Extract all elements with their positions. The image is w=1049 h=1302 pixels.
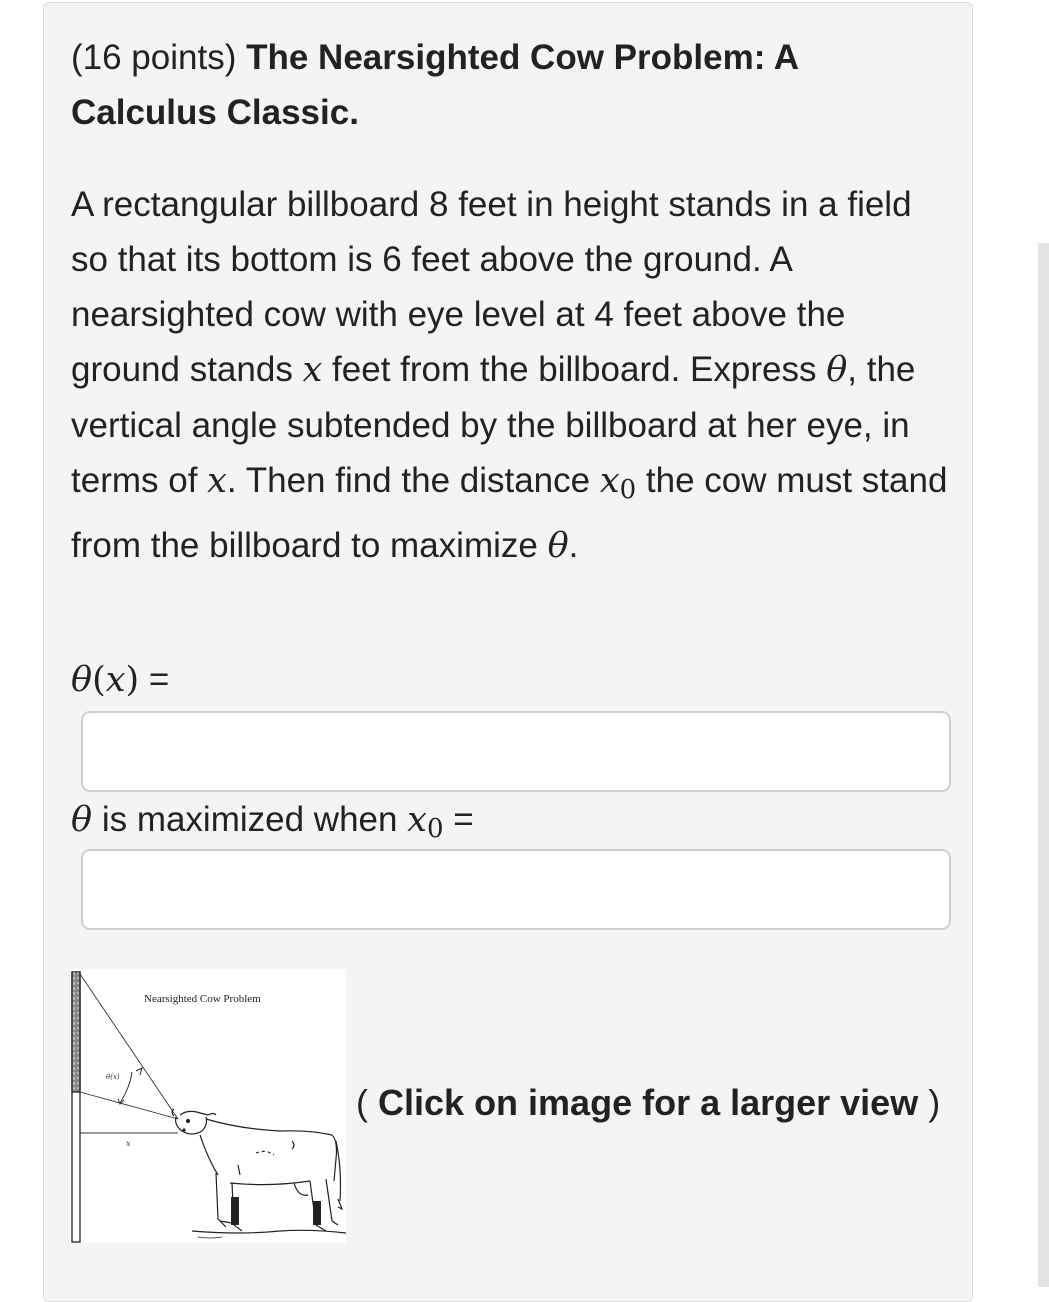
billboard-panel [72, 972, 80, 1092]
math-theta: θ [826, 350, 848, 390]
problem-title: The Nearsighted Cow Problem: A Calculus Classic. [71, 38, 798, 132]
theta-answer-input[interactable] [81, 711, 951, 792]
angle-arc [120, 1072, 132, 1103]
problem-text-4: . Then find the distance [226, 461, 591, 500]
question-title [71, 30, 931, 140]
problem-text-5: the cow must stand from the billboard to maximize [71, 461, 948, 565]
math-x: x [302, 350, 323, 390]
theta-of-x-label [71, 655, 169, 705]
problem-text-6: . [568, 526, 579, 565]
leg-shadow [313, 1201, 321, 1225]
problem-text-1: A rectangular billboard 8 feet in height stands in a field so that its bottom is 6 feet above the ground. A nearsighted cow with eye level at 4 feet above the ground stands [71, 185, 912, 389]
math-x0-subscript: 0 [619, 475, 637, 505]
math-x: x [105, 660, 126, 700]
sight-line-bottom [80, 1092, 178, 1119]
maximized-text: is maximized when [101, 800, 398, 839]
x-label: x [126, 1139, 131, 1148]
math-theta: θ [71, 800, 93, 840]
math-x: x [207, 461, 227, 501]
points-label: (16 points) [71, 38, 237, 77]
math-theta: θ [71, 660, 93, 700]
maximized-label [71, 795, 474, 854]
problem-text-3: , the vertical angle subtended by the billboard at her eye, in terms of [71, 350, 916, 500]
math-x0: x [599, 461, 620, 501]
problem-statement [71, 177, 951, 574]
problem-text-2: feet from the billboard. Express [332, 350, 817, 389]
equals-sign: = [148, 660, 170, 699]
link-paren-close: ) [928, 1082, 941, 1123]
math-paren-open: ( [92, 660, 106, 700]
equals-sign: = [453, 800, 474, 839]
leg-shadow [231, 1197, 239, 1225]
x0-answer-input[interactable] [81, 849, 951, 930]
angle-label: θ(x) [106, 1073, 120, 1081]
math-x0: x [407, 800, 427, 840]
math-paren-close: ) [125, 660, 140, 700]
math-theta: θ [547, 526, 569, 566]
link-paren-open: ( [356, 1082, 368, 1123]
link-text[interactable]: Click on image for a larger view [378, 1082, 919, 1123]
figure-title: Nearsighted Cow Problem [144, 993, 261, 1005]
cow-problem-figure[interactable] [70, 969, 346, 1243]
cow-diagram [70, 969, 346, 1243]
math-x0-subscript: 0 [426, 814, 444, 844]
scrollbar[interactable] [1038, 243, 1049, 1287]
larger-view-link[interactable] [356, 1080, 940, 1126]
